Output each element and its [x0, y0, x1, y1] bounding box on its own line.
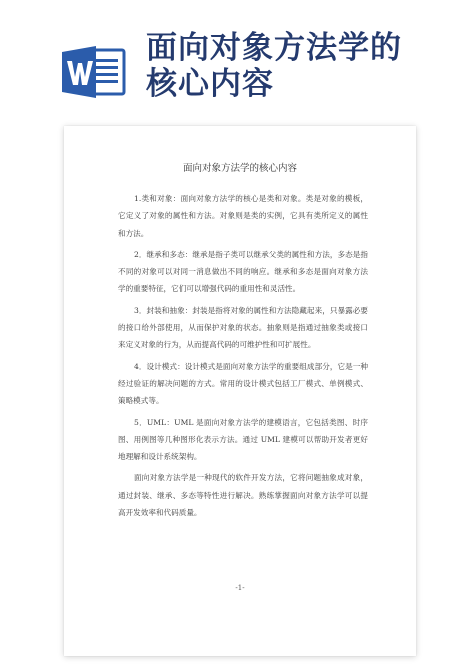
document-title: 面向对象方法学的核心内容 [182, 163, 297, 174]
paragraph-summary: 面向对象方法学是一种现代的软件开发方法，它将问题抽象成对象，通过封装、继承、多态等特性进行解决。熟练掌握面向对象方法学可以提高开发效率和代码质量。 [118, 473, 368, 518]
banner-title [146, 30, 466, 102]
document-page [64, 126, 416, 656]
paragraph-design-patterns: 4．设计模式：设计模式是面向对象方法学的重要组成部分，它是一种经过验证的解决问题的方式。常用的设计模式包括工厂模式、单例模式、策略模式等。 [118, 361, 368, 406]
paragraph-inheritance-polymorphism: 2．继承和多态：继承是指子类可以继承父类的属性和方法，多态是指不同的对象可以对同一消息做出不同的响应。继承和多态是面向对象方法学的重要特征，它们可以增强代码的重用性和灵活性。 [118, 249, 368, 294]
paragraph-classes-objects: 1.类和对象：面向对象方法学的核心是类和对象。类是对象的模板，它定义了对象的属性和方法。对象则是类的实例，它具有类所定义的属性和方法。 [118, 194, 368, 238]
banner [0, 0, 474, 120]
paragraph-encapsulation-abstraction: 3．封装和抽象：封装是指将对象的属性和方法隐藏起来，只暴露必要的接口给外部使用，从而保护对象的状态。抽象则是指通过抽象类或接口来定义对象的行为，从而提高代码的可维护性和可扩展性。 [118, 305, 368, 350]
word-document-icon [62, 44, 126, 100]
document-body [118, 190, 368, 525]
paragraph-uml: 5．UML：UML 是面向对象方法学的建模语言，它包括类图、时序图、用例图等几种图形化表示方法。通过 UML 建模可以帮助开发者更好地理解和设计系统架构。 [118, 417, 368, 462]
page-number: -1- [235, 584, 245, 592]
banner-title-line-1: 面向对象方法学的 [146, 30, 402, 66]
banner-title-line-2: 核心内容 [146, 66, 274, 102]
